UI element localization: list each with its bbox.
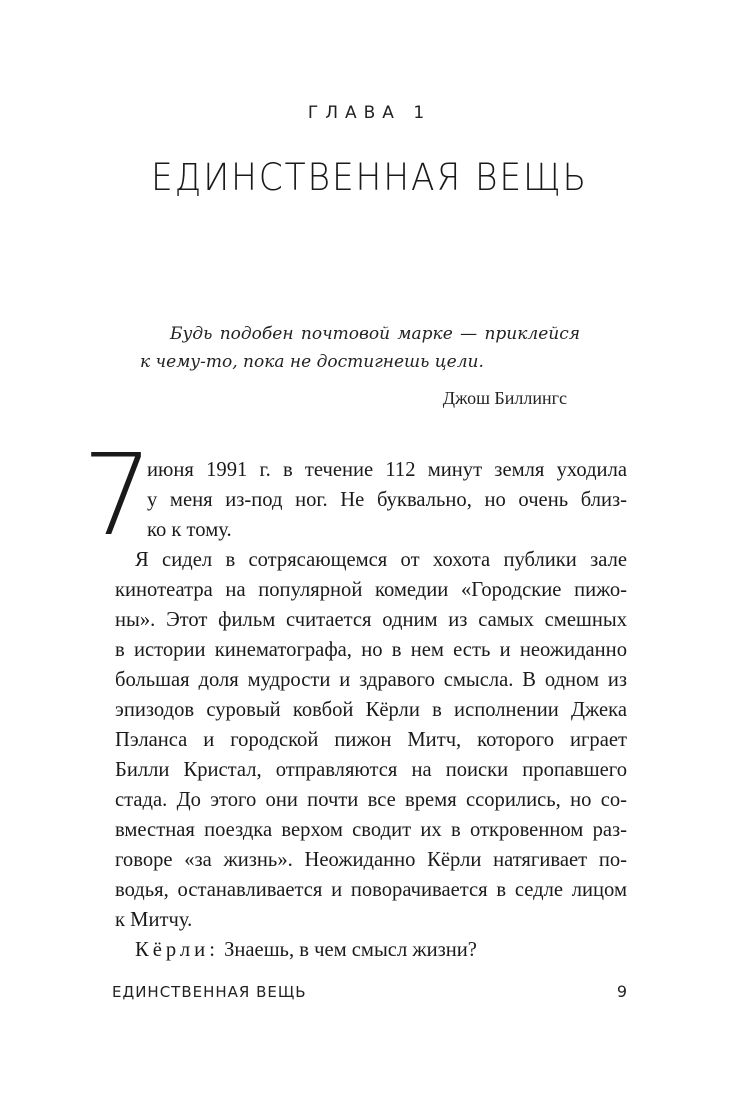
first-paragraph: [147, 455, 627, 545]
paragraph-line: стада. До этого они почти все время ссорились, но со-: [115, 789, 627, 811]
dialogue-line: [115, 935, 627, 965]
paragraph-line: к Митчу.: [115, 909, 193, 931]
paragraph-line: в истории кинематографа, но в нем есть и неожиданно: [115, 639, 627, 661]
second-paragraph: [115, 545, 627, 965]
epigraph-author: Джош Биллингс: [442, 388, 567, 408]
epigraph-line-2: к чему-то, пока не достигнешь цели.: [140, 352, 484, 372]
paragraph-line: Билли Кристал, отправляются на поиски пропавшего: [115, 759, 627, 781]
epigraph-line-1: Будь подобен почтовой марке — приклейся: [170, 324, 580, 344]
running-title: ЕДИНСТВЕННАЯ ВЕЩЬ: [112, 983, 307, 1001]
paragraph-line: Пэланса и городской пижон Митч, которого играет: [115, 729, 627, 751]
epigraph: [140, 320, 580, 376]
paragraph-line: ны». Этот фильм считается одним из самых смешных: [115, 609, 627, 631]
paragraph-line: водья, останавливается и поворачивается в седле лицом: [115, 879, 627, 901]
paragraph-line: вместная поездка верхом сводит их в откровенном раз-: [115, 819, 627, 841]
paragraph-line: июня 1991 г. в течение 112 минут земля уходила: [147, 459, 627, 481]
dialogue-text: Знаешь, в чем смысл жизни?: [224, 939, 477, 961]
drop-cap: 7: [82, 431, 154, 561]
paragraph-line: эпизодов суровый ковбой Кёрли в исполнении Джека: [115, 699, 627, 721]
dialogue-speaker: Кёрли:: [135, 939, 219, 961]
paragraph-line: Я сидел в сотрясающемся от хохота публики зале: [135, 549, 627, 571]
paragraph-line: кинотеатра на популярной комедии «Городские пижо-: [115, 579, 627, 601]
paragraph-line: говоре «за жизнь». Неожиданно Кёрли натягивает по-: [115, 849, 627, 871]
paragraph-line: у меня из-под ног. Не буквально, но очень близ-: [147, 489, 627, 511]
paragraph-line: ко к тому.: [147, 519, 232, 541]
page-number: 9: [616, 982, 627, 1001]
chapter-title: ЕДИНСТВЕННАЯ ВЕЩЬ: [151, 156, 588, 199]
paragraph-line: большая доля мудрости и здравого смысла. В одном из: [115, 669, 627, 691]
chapter-label: ГЛАВА 1: [307, 103, 432, 123]
